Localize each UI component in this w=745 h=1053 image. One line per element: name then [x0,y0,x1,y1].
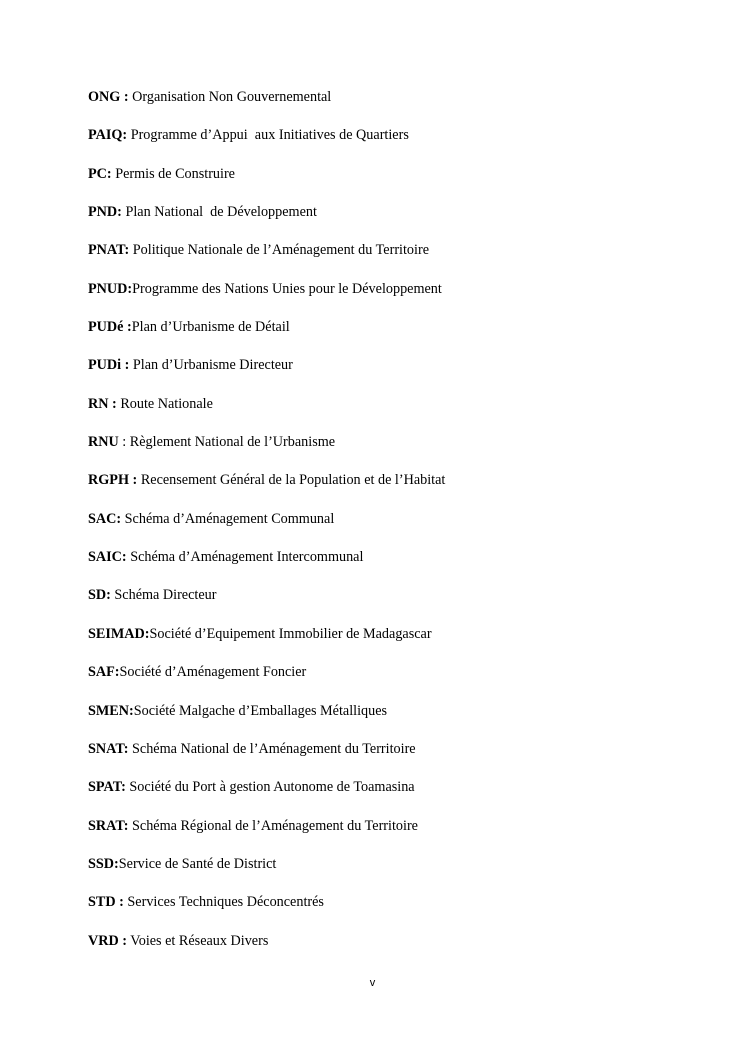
abbreviation-definition: Schéma Directeur [110,587,217,604]
abbreviation-definition: Recensement Général de la Population et de l’Habitat [137,472,446,489]
abbreviation-entry-saic [88,547,708,585]
abbreviation-term: SMEN: [88,702,134,719]
abbreviation-term: SRAT: [88,817,129,834]
abbreviation-definition: Politique Nationale de l’Aménagement du Territoire [129,242,429,259]
abbreviation-definition: Programme des Nations Unies pour le Développement [132,280,442,297]
abbreviation-definition: Schéma National de l’Aménagement du Territoire [128,740,416,757]
abbreviation-entry-pnat [88,240,708,278]
abbreviation-entry-sac [88,509,708,547]
abbreviation-entry-saf [88,662,708,700]
abbreviation-entry-spat [88,777,708,815]
abbreviation-definition: Schéma d’Aménagement Communal [121,510,335,527]
abbreviation-entry-rnu [88,432,708,470]
abbreviation-definition: Société d’Aménagement Foncier [119,664,307,681]
abbreviation-term: PUDé : [88,319,132,336]
abbreviation-term: SAF: [88,664,120,681]
abbreviation-definition: : Règlement National de l’Urbanisme [118,434,336,451]
abbreviation-definition: Schéma Régional de l’Aménagement du Territoire [128,817,418,834]
abbreviation-term: PNUD: [88,280,133,297]
abbreviation-term: PUDi : [88,357,130,374]
abbreviation-term: SAIC: [88,549,127,566]
abbreviation-entry-ssd [88,854,708,892]
abbreviation-term: STD : [88,894,124,911]
abbreviation-entry-pnd [88,202,708,240]
abbreviation-term: SNAT: [88,740,129,757]
abbreviation-entry-smen [88,701,708,739]
abbreviation-term: SD: [88,587,111,604]
abbreviation-definition: Route Nationale [116,395,213,412]
abbreviation-entry-snat [88,739,708,777]
page-number: v [369,977,376,989]
abbreviation-definition: Permis de Construire [111,165,235,182]
abbreviation-term: PNAT: [88,242,130,259]
abbreviation-definition: Voies et Réseaux Divers [127,932,269,949]
abbreviation-term: SEIMAD: [88,625,150,642]
abbreviation-term: SSD: [88,855,119,872]
abbreviation-entry-rn [88,394,708,432]
abbreviation-term: PC: [88,165,112,182]
abbreviation-term: PND: [88,204,122,221]
abbreviation-term: VRD : [88,932,128,949]
abbreviation-entry-vrd [88,931,708,969]
abbreviation-definition: Plan d’Urbanisme Directeur [129,357,293,374]
abbreviation-entry-srat [88,816,708,854]
abbreviation-entry-paiq [88,125,708,163]
abbreviation-entry-pc [88,164,708,202]
abbreviation-entry-seimad [88,624,708,662]
abbreviation-term: RN : [88,395,117,412]
abbreviation-entry-sd [88,585,708,623]
abbreviation-entry-pudi [88,355,708,393]
abbreviation-definition: Services Techniques Déconcentrés [123,894,324,911]
abbreviation-term: SAC: [88,510,122,527]
abbreviation-definition: Plan d’Urbanisme de Détail [131,319,290,336]
abbreviation-entry-std [88,892,708,930]
abbreviation-entry-ong [88,87,708,125]
abbreviation-definition: Société du Port à gestion Autonome de Toamasina [125,779,415,796]
abbreviation-entry-rgph [88,470,708,508]
abbreviation-definition: Service de Santé de District [118,855,277,872]
abbreviation-term: RGPH : [88,472,138,489]
abbreviation-definition: Société Malgache d’Emballages Métalliques [133,702,388,719]
abbreviation-term: PAIQ: [88,127,128,144]
abbreviation-entry-pude [88,317,708,355]
abbreviation-term: ONG : [88,89,129,105]
abbreviation-definition: Programme d’Appui aux Initiatives de Quartiers [127,127,409,144]
abbreviation-term: RNU [88,434,119,451]
abbreviation-definition: Organisation Non Gouvernemental [128,89,332,105]
abbreviation-definition: Plan National de Développement [121,204,317,221]
abbreviation-term: SPAT: [88,779,126,796]
abbreviation-definition: Société d’Equipement Immobilier de Madagascar [149,625,432,642]
abbreviation-entry-pnud [88,279,708,317]
abbreviation-definition: Schéma d’Aménagement Intercommunal [126,549,364,566]
abbreviation-list [88,87,708,969]
